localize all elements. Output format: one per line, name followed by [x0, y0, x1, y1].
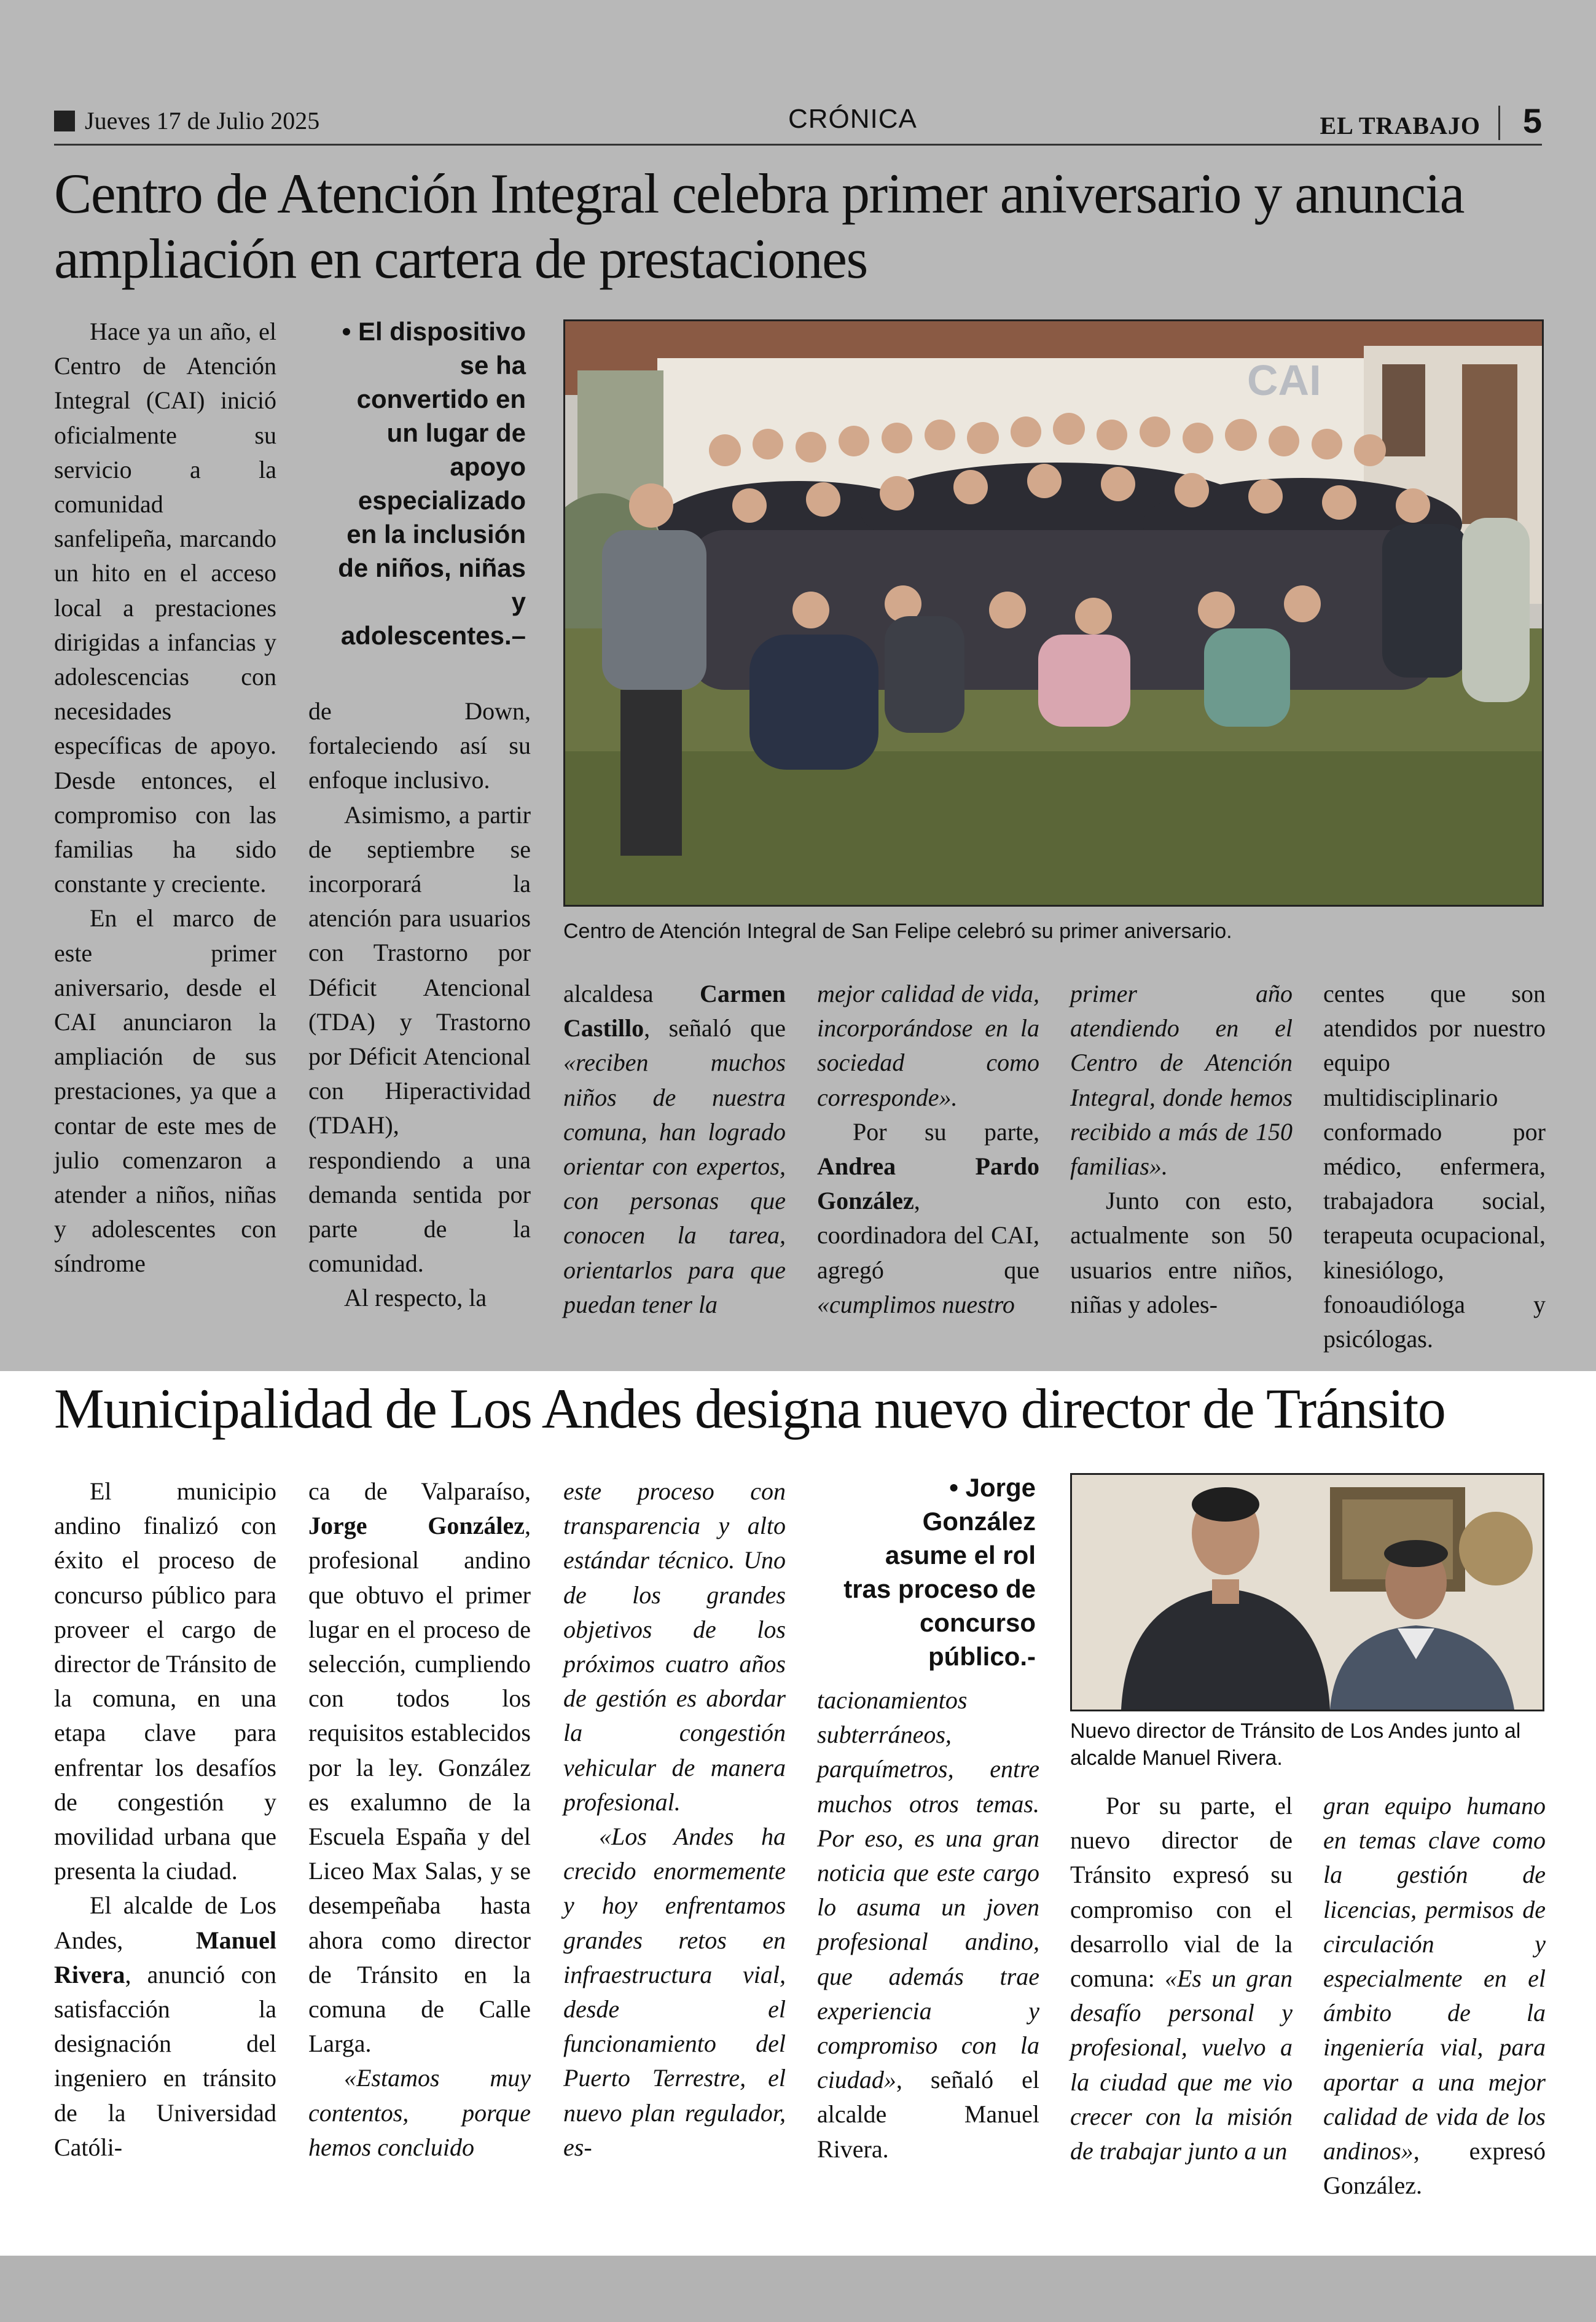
article2-photo-caption: Nuevo director de Tránsito de Los Andes junto al alcalde Manuel Rivera.	[1070, 1719, 1521, 1770]
page-number: 5	[1522, 101, 1542, 140]
paragraph: Al respecto, la	[344, 1284, 487, 1312]
quote-text: «Es un gran desafío personal y profesional, vuelvo a la ciudad que me vio crecer con la misión de trabajar junto a un	[1070, 1964, 1293, 2165]
paragraph: El municipio andino finalizó con éxito el proceso de concurso público para proveer el cargo de director de Tránsito de la comuna, en una etapa clave para enfrentar los desafíos de congestión y movilidad urbana que presenta la ciudad.	[54, 1477, 276, 1885]
paragraph: Junto con esto, actualmente son 50 usuarios entre niños, niñas y adoles-	[1070, 1187, 1293, 1318]
quote-text: gran equipo humano en temas clave como la gestión de licencias, permisos de circulación y especialmente en el ámbito de la ingeniería vial, para aportar a una mejor calidad de vida de los andinos»	[1323, 1792, 1546, 2165]
person-name: Manuel Rivera	[54, 1926, 276, 1988]
article1-column-5	[1070, 977, 1293, 1322]
text-run: , anunció con satisfacción la designación del ingeniero en tránsito de la Universidad Católi-	[54, 1960, 276, 2161]
officials-photo-illustration	[1072, 1475, 1543, 1710]
article2-column-5	[1070, 1789, 1293, 2168]
quote-text: «reciben muchos niños de nuestra comuna, han logrado orientar con expertos, con personas que conocen la tarea, orientarlos para que puedan tener la	[563, 1049, 786, 1318]
page-header	[54, 101, 1542, 146]
quote-text: «Los Andes ha crecido enormemente y hoy enfrentamos grandes retos en infraestructura vial, desde el funcionamiento del Puerto Terrestre, el nuevo plan regulador, es-	[563, 1823, 786, 2161]
paragraph: centes que son atendidos por nuestro equipo multidisciplinario conformado por médico, enfermera, trabajadora social, terapeuta ocupacional, kinesiólogo, fonoaudióloga y psicólogas.	[1323, 980, 1546, 1353]
text-run: El alcalde de Los Andes,	[54, 1891, 276, 1954]
article2-photo-portrait	[1070, 1473, 1544, 1711]
article2-column-1	[54, 1474, 276, 2165]
quote-text: «cumplimos nuestro	[817, 1290, 1015, 1318]
text-run: , expresó González.	[1323, 2137, 1546, 2200]
paragraph: Asimismo, a partir de septiembre se incorporará la atención para usuarios con Trastorno por Déficit Atencional (TDA) y Trastorno por Déficit Atencional con Hiperactividad (TDAH), respondiendo a una demanda sentida por parte de la comunidad.	[308, 800, 531, 1278]
person-name: Carmen Castillo	[563, 980, 786, 1042]
paragraph	[817, 977, 1039, 1115]
paragraph	[308, 2061, 531, 2165]
paragraph: Hace ya un año, el Centro de Atención Integral (CAI) inició oficialmente su servicio a la comunidad sanfelipeña, marcando un hito en el acceso local a prestaciones dirigidas a infancias y adolescencias con necesidades específicas de apoyo. Desde entonces, el compromiso con las familias ha sido constante y creciente.	[54, 318, 276, 898]
balloon-letters: CAI	[1247, 356, 1321, 404]
quote-text: este proceso con transparencia y alto estándar técnico. Uno de los grandes objetivos de los próximos cuatro años de gestión es abordar la congestión vehicular de manera profesional.	[563, 1477, 786, 1816]
paragraph	[817, 1683, 1039, 2167]
article2-pull-quote: • Jorge González asume el rol tras proceso de concurso público.-	[843, 1473, 1036, 1671]
group-photo-illustration	[565, 321, 1542, 905]
article2-column-2	[308, 1474, 531, 2165]
header-divider	[1498, 106, 1500, 140]
text-run: ca de Valparaíso,	[308, 1477, 531, 1505]
paragraph: de Down, fortaleciendo así su enfoque inclusivo.	[308, 697, 531, 794]
person-name: Jorge González	[308, 1512, 525, 1540]
article2-column-6	[1323, 1789, 1546, 2203]
text-run: , profesional andino que obtuvo el primer lugar en el proceso de selección, cumpliendo con todos los requisitos establecidos por la ley. González es exalumno de la Escuela España y del Liceo Max Salas, y se desempeñaba hasta ahora como director de Tránsito en la comuna de Calle Larga.	[308, 1512, 531, 2058]
text-run: alcaldesa	[563, 980, 654, 1007]
paragraph	[817, 1115, 1039, 1322]
paragraph	[1323, 1789, 1546, 2203]
article1-column-2	[308, 694, 531, 1316]
section-name: CRÓNICA	[788, 104, 917, 134]
article2-column-3	[563, 1474, 786, 2165]
article2-column-4	[817, 1683, 1039, 2167]
text-run: , señaló que	[644, 1014, 786, 1042]
article1-column-4	[817, 977, 1039, 1322]
article1-column-3	[563, 977, 786, 1322]
text-run: , señaló el alcalde Manuel Rivera.	[817, 2066, 1039, 2163]
square-bullet-icon	[54, 111, 75, 131]
paragraph	[54, 1888, 276, 2165]
text-run: Por su parte,	[853, 1117, 1039, 1146]
paragraph	[308, 1474, 531, 2061]
paragraph	[1070, 977, 1293, 1184]
page-footer-band	[0, 2256, 1596, 2322]
paragraph: En el marco de este primer aniversario, desde el CAI anunciaron la ampliación de sus prestaciones, ya que a contar de este mes de julio comenzaron a atender a niños, niñas y adolescentes con síndrome	[54, 904, 276, 1278]
quote-text: primer año atendiendo en el Centro de Atención Integral, donde hemos recibido a más de 150 familias».	[1070, 980, 1293, 1181]
paragraph	[563, 1820, 786, 2165]
person-name: Andrea Pardo González	[817, 1152, 1039, 1215]
text-run: Por su parte, el nuevo director de Tránsito expresó su compromiso con el desarrollo vial de la comuna:	[1070, 1792, 1293, 1993]
text-run: , coordinadora del CAI, agregó que	[817, 1187, 1039, 1284]
article1-headline: Centro de Atención Integral celebra primer aniversario y anuncia ampliación en cartera de prestaciones	[54, 162, 1464, 290]
quote-text: tacionamientos subterráneos, parquímetros, entre muchos otros temas. Por eso, es una gran noticia que este cargo lo asuma un joven profesional andino, que además trae experiencia y compromiso con la ciudad»	[817, 1686, 1039, 2094]
article2-headline: Municipalidad de Los Andes designa nuevo director de Tránsito	[54, 1377, 1445, 1440]
paragraph	[563, 1474, 786, 1820]
issue-date: Jueves 17 de Julio 2025	[85, 107, 320, 135]
newspaper-name: EL TRABAJO	[1320, 112, 1481, 139]
quote-text: «Estamos muy contentos, porque hemos concluido	[308, 2064, 531, 2161]
quote-text: mejor calidad de vida, incorporándose en la sociedad como corresponde».	[817, 980, 1039, 1111]
paragraph	[1070, 1789, 1293, 2168]
article1-photo-group	[563, 319, 1544, 907]
article1-pull-quote: • El dispositivo se ha convertido en un lugar de apoyo especializado en la inclusión de niños, niñas y adolescentes.–	[338, 317, 526, 650]
paragraph	[563, 977, 786, 1322]
article1-column-6	[1323, 977, 1546, 1356]
article1-photo-caption: Centro de Atención Integral de San Felipe celebró su primer aniversario.	[563, 920, 1232, 943]
article1-column-1	[54, 315, 276, 1281]
